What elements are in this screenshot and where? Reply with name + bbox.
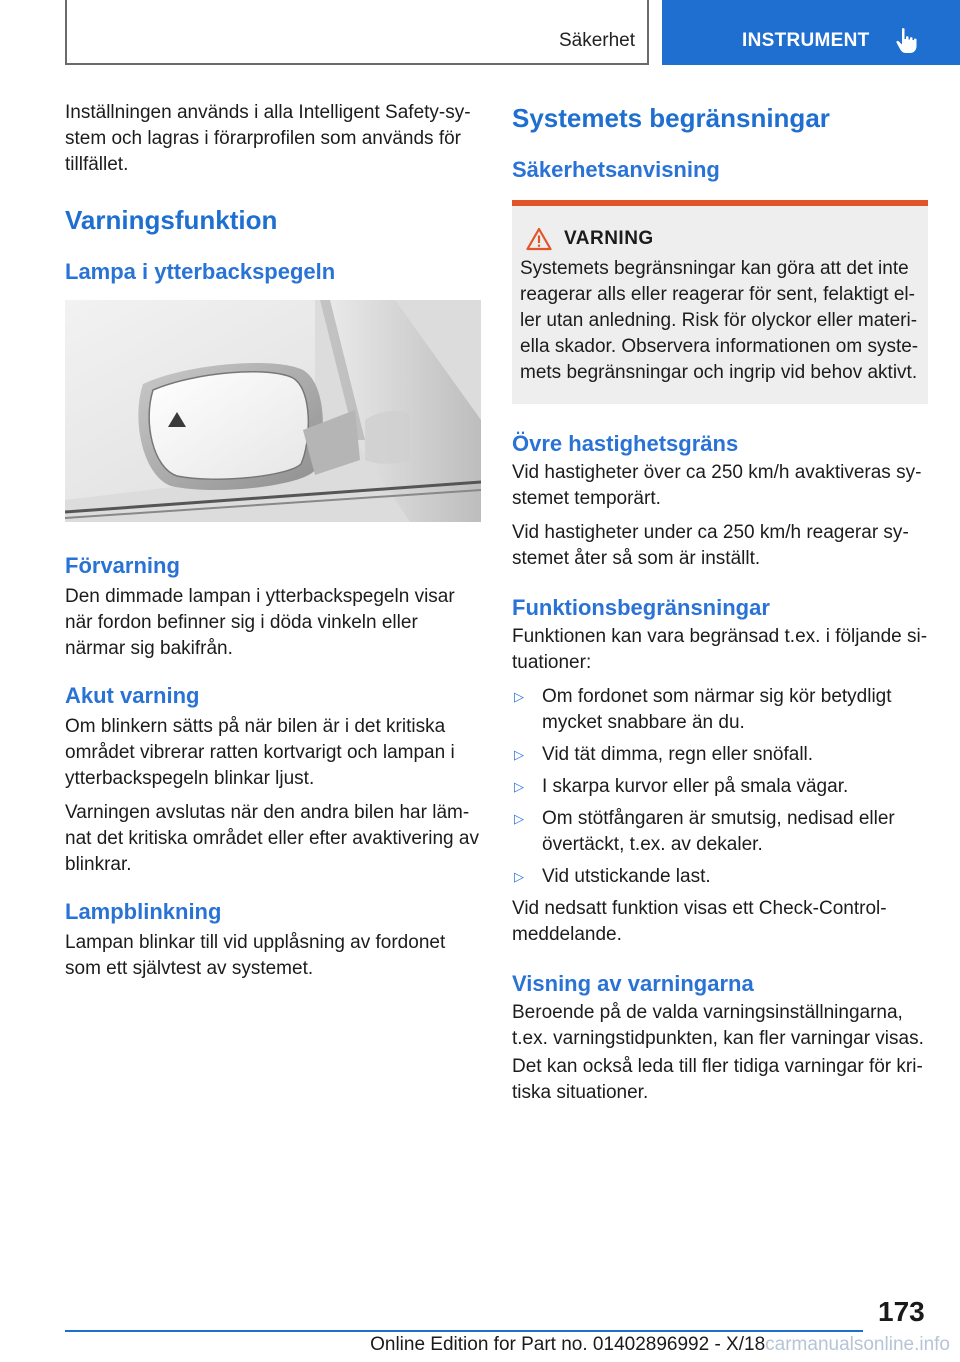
list-item (512, 864, 928, 890)
warning-title: VARNING (564, 228, 654, 249)
heading-system-limits: Systemets begränsningar (512, 103, 830, 133)
list-item-text: Vid utstickande last. (542, 866, 711, 887)
list-item-text: I skarpa kurvor eller på smala vägar. (542, 776, 849, 797)
heading-acute-warning: Akut varning (65, 683, 200, 708)
heading-warning-display: Visning av varningarna (512, 971, 754, 996)
heading-function-limits: Funktionsbegränsningar (512, 595, 770, 620)
function-limits-paragraph: Funktionen kan vara begränsad t.ex. i följande situationer: (512, 626, 928, 673)
list-item-text: Vid tät dimma, regn eller snöfall. (542, 744, 814, 765)
heading-mirror-lamp: Lampa i ytterbackspegeln (65, 259, 336, 284)
acute-paragraph-2: Varningen avslutas när den andra bilen har lämnat det kritiska området eller efter avaktivering av blinkrar. (65, 802, 479, 875)
page-number: 173 (878, 1296, 925, 1327)
footer (0, 1334, 960, 1356)
header-section-box (65, 0, 649, 65)
prewarning-paragraph: Den dimmade lampan i ytterbackspegeln visar när fordon befinner sig i döda vinkeln eller närmar sig bakifrån. (65, 586, 455, 659)
footer-edition: Online Edition for Part no. 01402896992 - X/18 (370, 1334, 766, 1355)
bullet-triangle-icon: ▷ (514, 747, 524, 762)
warning-text: Systemets begränsningar kan göra att det inte reagerar alls eller reagerar för sent, felaktigt eller utan anledning. Risk för olyckor eller materiella skador. Observera informationen om systemets begränsningar och ingrip vid behov aktivt. (520, 258, 919, 383)
side-mirror-illustration (65, 300, 481, 522)
chapter-tab[interactable] (662, 0, 960, 65)
warning-box (512, 200, 928, 404)
right-column (512, 100, 928, 1106)
list-item (512, 806, 928, 858)
bullet-triangle-icon: ▷ (514, 869, 524, 884)
header-section-label: Säkerhet (558, 30, 635, 51)
warning-header (526, 226, 920, 252)
heading-warning-function: Varningsfunktion (65, 205, 278, 235)
footer-watermark[interactable]: carmanualsonline.info (765, 1334, 950, 1355)
check-control-paragraph: Vid nedsatt funktion visas ett Check-Control-meddelande. (512, 898, 887, 945)
lamp-blink-paragraph: Lampan blinkar till vid upplåsning av fordonet som ett självtest av systemet. (65, 932, 446, 979)
hand-pointer-icon (895, 27, 919, 55)
chapter-tab-label: INSTRUMENT (742, 30, 870, 51)
bullet-triangle-icon: ▷ (514, 811, 524, 826)
list-item-text: Om fordonet som närmar sig kör betydligt mycket snabbare än du. (542, 686, 892, 733)
bullet-triangle-icon: ▷ (514, 689, 524, 704)
speed-paragraph-2: Vid hastigheter under ca 250 km/h reagerar systemet åter så som är inställt. (512, 522, 909, 569)
display-paragraph-1: Beroende på de valda varningsinställningarna, t.ex. varningstidpunkten, kan fler varningar visas. (512, 1002, 924, 1049)
bullet-triangle-icon: ▷ (514, 779, 524, 794)
list-item (512, 774, 928, 800)
list-item (512, 684, 928, 736)
intro-paragraph: Inställningen används i alla Intelligent Safety-system och lagras i förarprofilen som används för tillfället. (65, 102, 471, 175)
left-column (65, 100, 481, 982)
acute-paragraph-1: Om blinkern sätts på när bilen är i det kritiska området vibrerar ratten kortvarigt och lampan i ytterbackspegeln blinkar ljust. (65, 716, 455, 789)
display-paragraph-2: Det kan också leda till fler tidiga varningar för kritiska situationer. (512, 1056, 923, 1103)
limits-bullet-list (512, 684, 928, 890)
heading-prewarning: Förvarning (65, 553, 180, 578)
heading-safety-notice: Säkerhetsanvisning (512, 157, 720, 182)
list-item-text: Om stötfångaren är smutsig, nedisad eller övertäckt, t.ex. av dekaler. (542, 808, 895, 855)
list-item (512, 742, 928, 768)
speed-paragraph-1: Vid hastigheter över ca 250 km/h avaktiveras systemet temporärt. (512, 462, 922, 509)
footer-rule (65, 1330, 863, 1332)
heading-upper-speed-limit: Övre hastighetsgräns (512, 431, 739, 456)
warning-triangle-icon (526, 227, 552, 251)
heading-lamp-blink: Lampblinkning (65, 899, 222, 924)
